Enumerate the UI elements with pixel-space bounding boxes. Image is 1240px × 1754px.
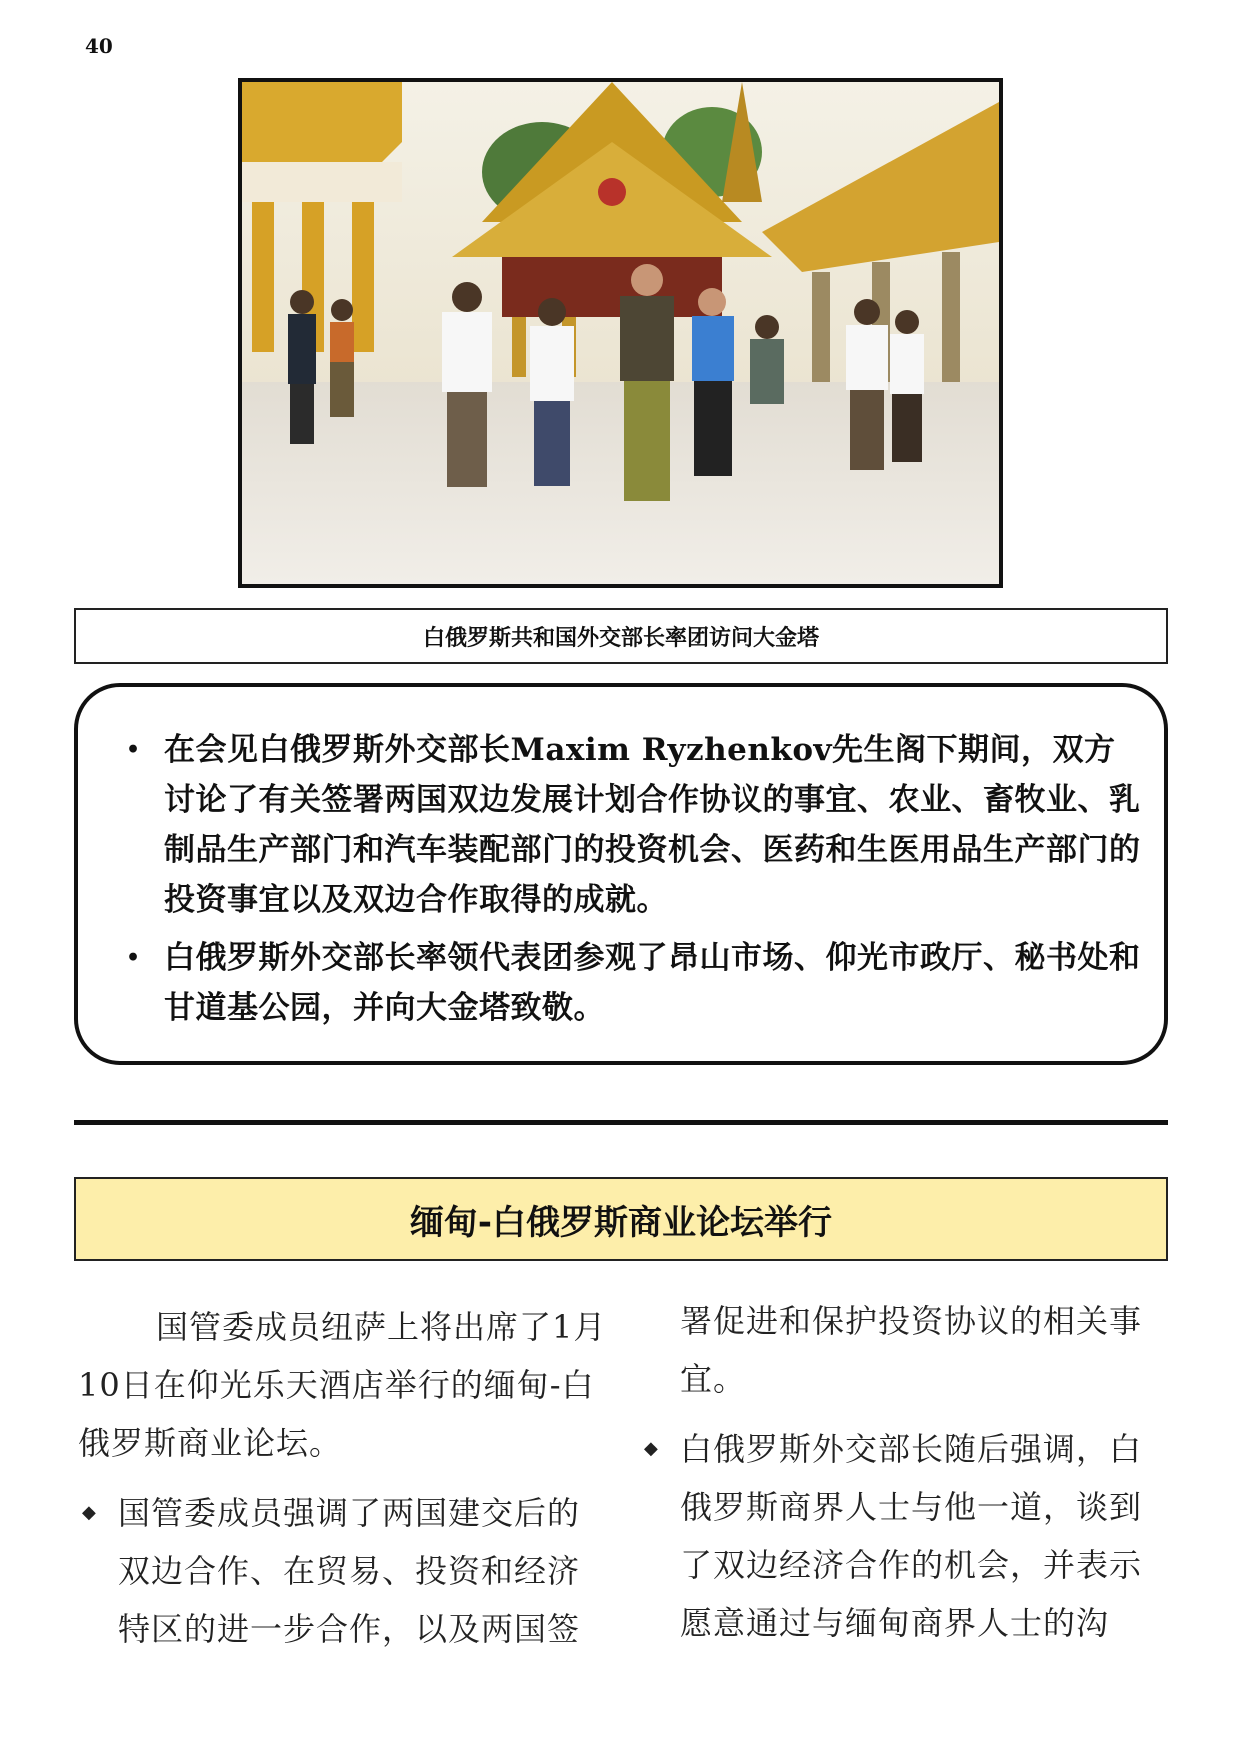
photo-of-delegation-at-golden-pagoda-icon bbox=[242, 82, 999, 584]
article-bullet-text: 国管委成员强调了两国建交后的双边合作、在贸易、投资和经济特区的进一步合作，以及两国签 bbox=[118, 1494, 581, 1648]
news-photo bbox=[238, 78, 1003, 588]
summary-box bbox=[74, 683, 1168, 1065]
section-title: 缅甸-白俄罗斯商业论坛举行 bbox=[74, 1177, 1168, 1261]
photo-caption: 白俄罗斯共和国外交部长率团访问大金塔 bbox=[74, 608, 1168, 664]
bullet-dot-icon: • bbox=[126, 945, 141, 971]
diamond-bullet-icon: ◆ bbox=[644, 1438, 659, 1459]
summary-text: 在会见白俄罗斯外交部长Maxim Ryzhenkov先生阁下期间，双方讨论了有关签署两国双边发展计划合作协议的事宜、农业、畜牧业、乳制品生产部门和汽车装配部门的投资机会、医药和生医用品生产部门的投资事宜以及双边合作取得的成就。 bbox=[164, 732, 1141, 918]
article-bullet-item bbox=[78, 1484, 608, 1658]
article-column-right bbox=[640, 1292, 1170, 1652]
article-column-left bbox=[78, 1298, 608, 1658]
article-intro: 国管委成员纽萨上将出席了1月10日在仰光乐天酒店举行的缅甸-白俄罗斯商业论坛。 bbox=[78, 1308, 607, 1462]
article-bullet-item bbox=[640, 1420, 1170, 1652]
section-divider bbox=[74, 1120, 1168, 1125]
article-bullet-text: 白俄罗斯外交部长随后强调，白俄罗斯商界人士与他一道，谈到了双边经济合作的机会，并表示愿意通过与缅甸商界人士的沟 bbox=[680, 1430, 1143, 1642]
page-number: 40 bbox=[85, 34, 113, 58]
summary-text: 白俄罗斯外交部长率领代表团参观了昂山市场、仰光市政厅、秘书处和甘道基公园，并向大金塔致敬。 bbox=[164, 940, 1141, 1026]
diamond-bullet-icon: ◆ bbox=[82, 1502, 97, 1523]
summary-list bbox=[126, 725, 1142, 1033]
bullet-dot-icon: • bbox=[126, 737, 141, 763]
list-item bbox=[126, 725, 1142, 925]
list-item bbox=[126, 933, 1142, 1033]
article-continuation: 署促进和保护投资协议的相关事宜。 bbox=[680, 1302, 1143, 1398]
